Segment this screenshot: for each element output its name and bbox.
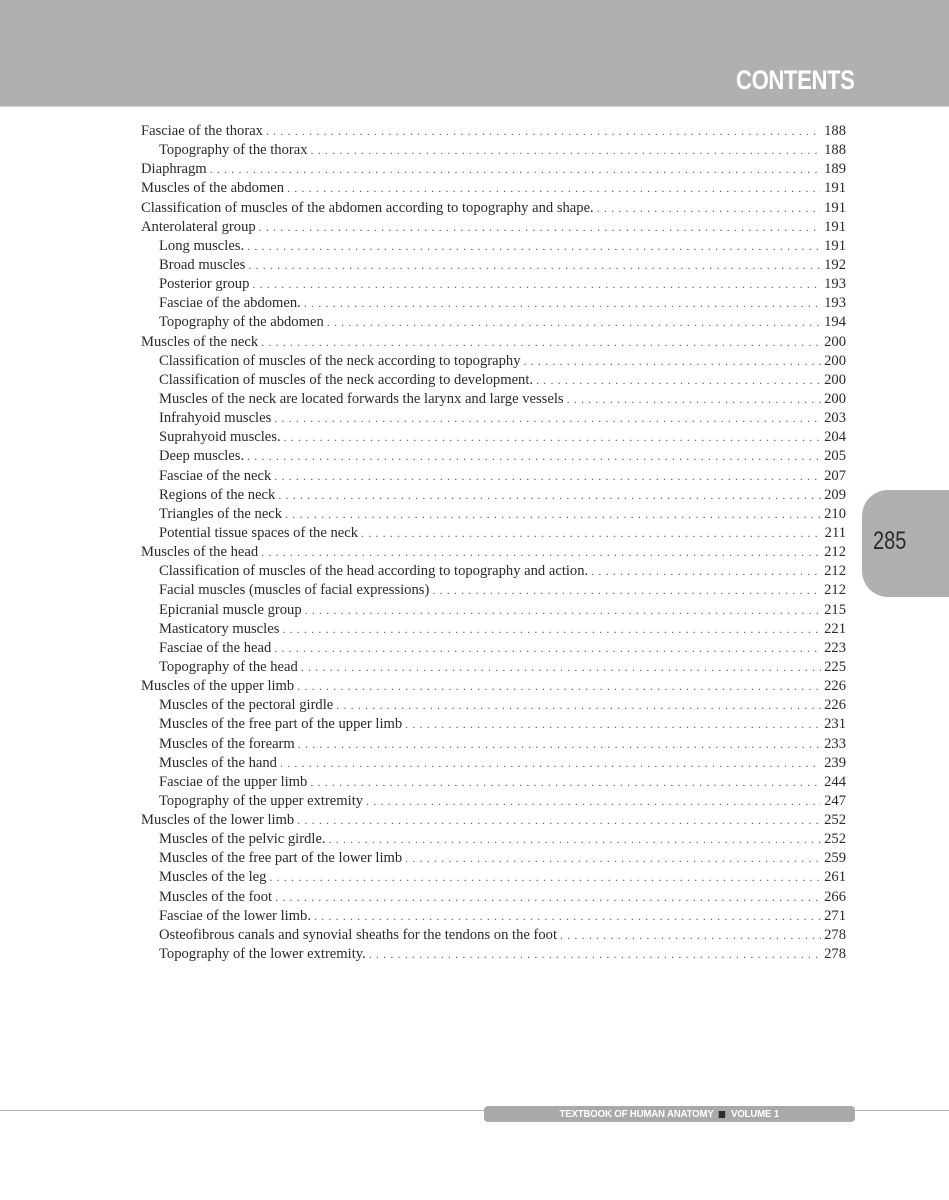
toc-entry-page: 278 [824, 946, 846, 963]
toc-entry-title: Anterolateral group [141, 218, 256, 235]
dot-leader [536, 371, 821, 390]
toc-entry-page: 189 [824, 161, 846, 178]
footer-text [560, 1108, 779, 1120]
toc-entry-page: 221 [824, 620, 846, 637]
toc-entry[interactable] [141, 581, 846, 600]
footer-volume: VOLUME 1 [731, 1108, 780, 1120]
toc-entry-title: Muscles of the pelvic girdle. [159, 831, 326, 848]
dot-leader [369, 945, 821, 964]
toc-entry-page: 252 [824, 831, 846, 848]
toc-entry[interactable] [141, 256, 846, 275]
toc-entry-page: 192 [824, 256, 846, 273]
toc-entry[interactable] [141, 467, 846, 486]
dot-leader [305, 601, 821, 620]
toc-entry-page: 193 [824, 276, 846, 293]
dot-leader [275, 888, 821, 907]
toc-entry-title: Muscles of the upper limb [141, 678, 295, 695]
toc-entry[interactable] [141, 696, 846, 715]
toc-entry-title: Masticatory muscles [159, 620, 280, 637]
toc-entry-page: 212 [824, 544, 846, 561]
toc-entry-page: 191 [824, 199, 846, 216]
dot-leader [266, 122, 821, 141]
toc-entry-title: Muscles of the free part of the lower limb [159, 850, 403, 867]
toc-entry-title: Osteofibrous canals and synovial sheaths for the tendons on the foot [159, 926, 558, 943]
toc-entry-page: 239 [824, 754, 846, 771]
toc-entry[interactable] [141, 639, 846, 658]
toc-entry[interactable] [141, 543, 846, 562]
toc-entry[interactable] [141, 907, 846, 926]
dot-leader [248, 256, 821, 275]
toc-entry[interactable] [141, 773, 846, 792]
toc-entry[interactable] [141, 868, 846, 887]
dot-leader [274, 639, 821, 658]
toc-entry-title: Muscles of the leg [159, 869, 267, 886]
toc-entry-title: Posterior group [159, 276, 250, 293]
toc-entry-page: 191 [824, 180, 846, 197]
toc-entry-title: Broad muscles [159, 256, 246, 273]
dot-leader [274, 409, 821, 428]
toc-entry[interactable] [141, 313, 846, 332]
toc-entry[interactable] [141, 447, 846, 466]
toc-entry[interactable] [141, 160, 846, 179]
dot-leader [560, 926, 821, 945]
toc-entry-page: 252 [824, 812, 846, 829]
toc-entry-page: 191 [824, 237, 846, 254]
toc-entry-page: 209 [824, 486, 846, 503]
toc-entry[interactable] [141, 294, 846, 313]
toc-entry-title: Classification of muscles of the head according to topography and action. [159, 563, 589, 580]
toc-entry-page: 205 [824, 448, 846, 465]
toc-entry-title: Fasciae of the thorax [141, 123, 263, 139]
toc-entry[interactable] [141, 199, 846, 218]
dot-leader [597, 199, 821, 218]
toc-entry[interactable] [141, 811, 846, 830]
toc-entry-title: Fasciae of the lower limb. [159, 907, 311, 924]
toc-entry[interactable] [141, 792, 846, 811]
toc-entry[interactable] [141, 505, 846, 524]
toc-entry-page: 223 [824, 639, 846, 656]
dot-leader [247, 237, 821, 256]
footer-book-title: TEXTBOOK OF HUMAN ANATOMY [559, 1108, 714, 1120]
dot-leader [269, 868, 821, 887]
toc-entry-title: Topography of the head [159, 658, 298, 675]
toc-entry-title: Suprahyoid muscles. [159, 429, 281, 446]
toc-entry[interactable] [141, 352, 846, 371]
toc-entry[interactable] [141, 754, 846, 773]
toc-entry[interactable] [141, 179, 846, 198]
toc-entry[interactable] [141, 122, 846, 141]
toc-entry-title: Deep muscles. [159, 448, 245, 465]
toc-entry-title: Epicranial muscle group [159, 601, 302, 618]
toc-entry-title: Muscles of the foot [159, 888, 273, 905]
toc-entry-title: Fasciae of the abdomen. [159, 295, 301, 312]
toc-entry-page: 226 [824, 678, 846, 695]
toc-entry-title: Fasciae of the upper limb [159, 773, 308, 790]
dot-leader [259, 218, 821, 237]
dot-leader [336, 696, 821, 715]
toc-entry[interactable] [141, 333, 846, 352]
toc-entry-title: Topography of the abdomen [159, 314, 324, 331]
toc-entry-title: Long muscles. [159, 237, 245, 254]
toc-entry-page: 231 [824, 716, 846, 733]
dot-leader [405, 849, 821, 868]
page-title: CONTENTS [735, 65, 854, 95]
toc-entry[interactable] [141, 601, 846, 620]
toc-entry-title: Muscles of the abdomen [141, 180, 285, 197]
toc-entry-title: Muscles of the pectoral girdle [159, 697, 334, 714]
toc-entry-title: Classification of muscles of the abdomen according to topography and shape. [141, 199, 594, 216]
toc-entry-title: Topography of the lower extremity. [159, 946, 366, 963]
toc-entry-title: Facial muscles (muscles of facial expressions) [159, 582, 430, 599]
dot-leader [297, 811, 821, 830]
dot-leader [304, 294, 821, 313]
toc-entry-page: 210 [824, 505, 846, 522]
table-of-contents [141, 122, 846, 964]
dot-leader [297, 677, 821, 696]
separator-square-icon [719, 1111, 725, 1118]
toc-entry-page: 278 [824, 926, 846, 943]
toc-entry-title: Muscles of the free part of the upper limb [159, 716, 403, 733]
toc-entry[interactable] [141, 237, 846, 256]
dot-leader [280, 754, 821, 773]
toc-entry-page: 225 [824, 658, 846, 675]
toc-entry-title: Muscles of the head [141, 544, 259, 561]
toc-entry-title: Classification of muscles of the neck according to development. [159, 371, 534, 388]
toc-entry-page: 226 [824, 697, 846, 714]
toc-entry-title: Regions of the neck [159, 486, 276, 503]
toc-entry-page: 215 [824, 601, 846, 618]
toc-entry-page: 244 [824, 773, 846, 790]
dot-leader [282, 620, 821, 639]
toc-entry-page: 194 [824, 314, 846, 331]
toc-entry-title: Topography of the upper extremity [159, 792, 364, 809]
running-footer [484, 1106, 855, 1122]
toc-entry[interactable] [141, 486, 846, 505]
dot-leader [361, 524, 821, 543]
toc-entry-title: Muscles of the neck [141, 333, 259, 350]
dot-leader [301, 658, 821, 677]
page-number-tab [862, 490, 949, 597]
dot-leader [298, 735, 821, 754]
toc-entry-page: 212 [824, 582, 846, 599]
toc-entry-title: Topography of the thorax [159, 142, 308, 159]
toc-entry-page: 188 [824, 142, 846, 159]
toc-entry-title: Muscles of the forearm [159, 735, 295, 752]
toc-entry-page: 204 [824, 429, 846, 446]
dot-leader [274, 467, 821, 486]
dot-leader [310, 773, 821, 792]
dot-leader [285, 505, 821, 524]
toc-entry-title: Diaphragm [141, 161, 207, 178]
toc-entry[interactable] [141, 524, 846, 543]
dot-leader [567, 390, 821, 409]
toc-entry[interactable] [141, 849, 846, 868]
dot-leader [247, 447, 821, 466]
toc-entry-page: 191 [824, 218, 846, 235]
toc-entry-title: Potential tissue spaces of the neck [159, 524, 358, 541]
toc-entry-page: 233 [824, 735, 846, 752]
dot-leader [287, 179, 821, 198]
dot-leader [314, 907, 821, 926]
toc-entry-page: 212 [824, 563, 846, 580]
toc-entry[interactable] [141, 926, 846, 945]
toc-entry-page: 188 [824, 123, 846, 139]
toc-entry[interactable] [141, 562, 846, 581]
toc-entry-page: 266 [824, 888, 846, 905]
page-number: 285 [873, 527, 907, 555]
toc-entry-page: 200 [824, 333, 846, 350]
dot-leader [432, 581, 821, 600]
toc-entry[interactable] [141, 677, 846, 696]
dot-leader [261, 333, 821, 352]
toc-entry-page: 200 [824, 371, 846, 388]
toc-entry-page: 203 [824, 410, 846, 427]
toc-entry-page: 193 [824, 295, 846, 312]
dot-leader [366, 792, 821, 811]
toc-entry-page: 261 [824, 869, 846, 886]
toc-entry-page: 271 [824, 907, 846, 924]
dot-leader [405, 715, 821, 734]
toc-entry-page: 247 [824, 792, 846, 809]
toc-entry[interactable] [141, 620, 846, 639]
dot-leader [327, 313, 821, 332]
toc-entry[interactable] [141, 141, 846, 160]
toc-entry-page: 200 [824, 390, 846, 407]
dot-leader [278, 486, 821, 505]
dot-leader [311, 141, 821, 160]
header-band [0, 0, 949, 107]
toc-entry-page: 207 [824, 467, 846, 484]
toc-entry-title: Fasciae of the head [159, 639, 272, 656]
toc-entry-title: Classification of muscles of the neck according to topography [159, 352, 521, 369]
dot-leader [261, 543, 821, 562]
toc-entry[interactable] [141, 428, 846, 447]
toc-entry[interactable] [141, 715, 846, 734]
toc-entry-title: Muscles of the lower limb [141, 812, 295, 829]
toc-entry-page: 211 [824, 524, 846, 541]
toc-entry-title: Infrahyoid muscles [159, 410, 272, 427]
toc-entry[interactable] [141, 275, 846, 294]
dot-leader [252, 275, 821, 294]
toc-entry-page: 259 [824, 850, 846, 867]
dot-leader [524, 352, 821, 371]
dot-leader [210, 160, 821, 179]
toc-entry[interactable] [141, 735, 846, 754]
dot-leader [284, 428, 821, 447]
toc-entry[interactable] [141, 888, 846, 907]
toc-entry[interactable] [141, 945, 846, 964]
toc-entry[interactable] [141, 409, 846, 428]
toc-entry-title: Triangles of the neck [159, 505, 283, 522]
toc-entry-title: Fasciae of the neck [159, 467, 272, 484]
toc-entry[interactable] [141, 371, 846, 390]
toc-entry-page: 200 [824, 352, 846, 369]
toc-entry[interactable] [141, 218, 846, 237]
toc-entry[interactable] [141, 658, 846, 677]
dot-leader [329, 830, 821, 849]
toc-entry-title: Muscles of the hand [159, 754, 277, 771]
toc-entry-title: Muscles of the neck are located forwards the larynx and large vessels [159, 390, 564, 407]
toc-entry[interactable] [141, 390, 846, 409]
toc-entry[interactable] [141, 830, 846, 849]
dot-leader [591, 562, 821, 581]
